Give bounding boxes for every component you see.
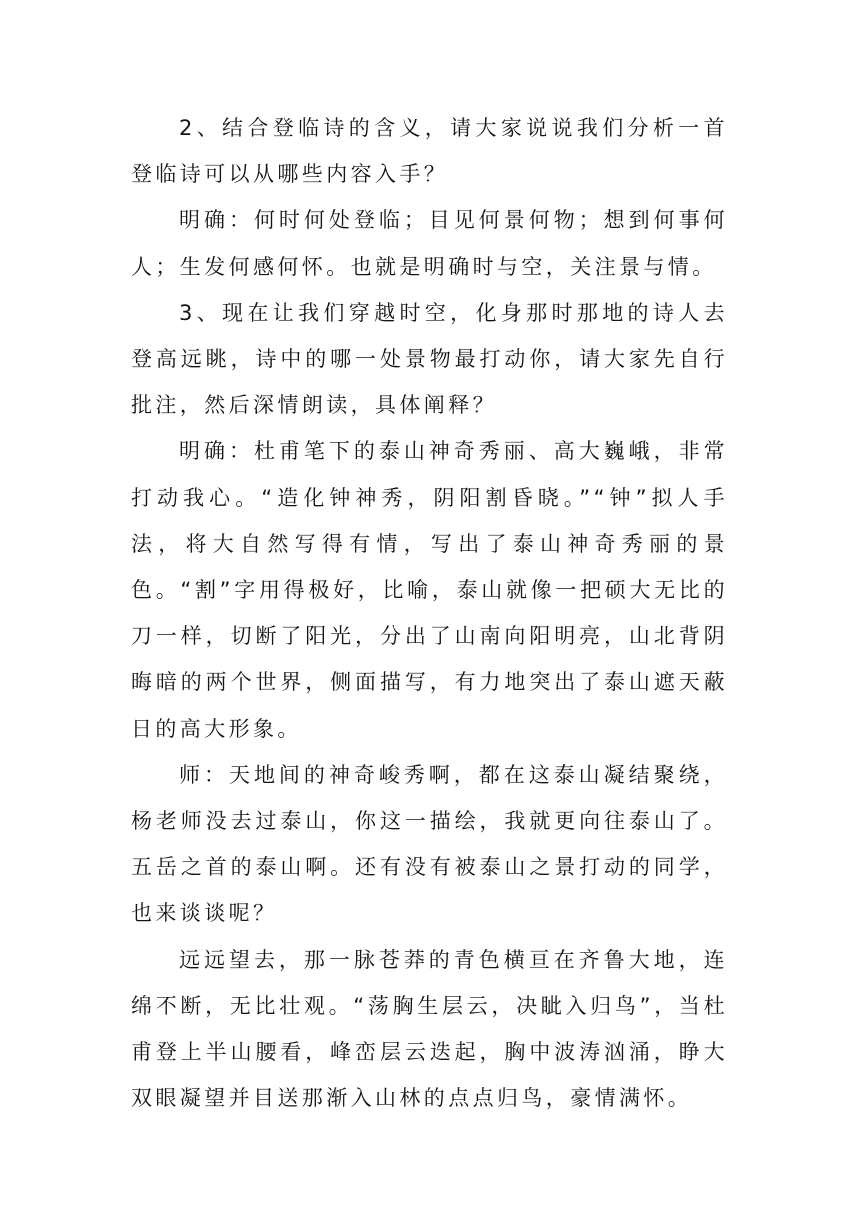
paragraph-student-reply: 远远望去，那一脉苍莽的青色横亘在齐鲁大地，连绵不断，无比壮观。“荡胸生层云，决眦入归鸟”，当杜甫登上半山腰看，峰峦层云迭起，胸中波涛汹涌，睁大双眼凝望并目送那渐入山林的点点归鸟，豪情满怀。 <box>131 947 728 1111</box>
paragraph-question-2: 2、结合登临诗的含义，请大家说说我们分析一首登临诗可以从哪些内容入手？ <box>131 116 728 187</box>
paragraph-question-3: 3、现在让我们穿越时空，化身那时那地的诗人去登高远眺，诗中的哪一处景物最打动你，请大家先自行批注，然后深情朗读，具体阐释？ <box>131 300 728 418</box>
paragraph-answer-3: 明确：杜甫笔下的泰山神奇秀丽、高大巍峨，非常打动我心。“造化钟神秀，阴阳割昏晓。”“钟”拟人手法，将大自然写得有情，写出了泰山神奇秀丽的景色。“割”字用得极好，比喻，泰山就像一把硕大无比的刀一样，切断了阳光，分出了山南向阳明亮，山北背阴晦暗的两个世界，侧面描写，有力地突出了泰山遮天蔽日的高大形象。 <box>131 439 728 741</box>
paragraph-teacher-comment: 师：天地间的神奇峻秀啊，都在这泰山凝结聚绕，杨老师没去过泰山，你这一描绘，我就更向往泰山了。五岳之首的泰山啊。还有没有被泰山之景打动的同学，也来谈谈呢？ <box>131 762 728 926</box>
paragraph-answer-2: 明确：何时何处登临；目见何景何物；想到何事何人；生发何感何怀。也就是明确时与空，关注景与情。 <box>131 208 728 279</box>
document-body <box>131 105 728 1121</box>
